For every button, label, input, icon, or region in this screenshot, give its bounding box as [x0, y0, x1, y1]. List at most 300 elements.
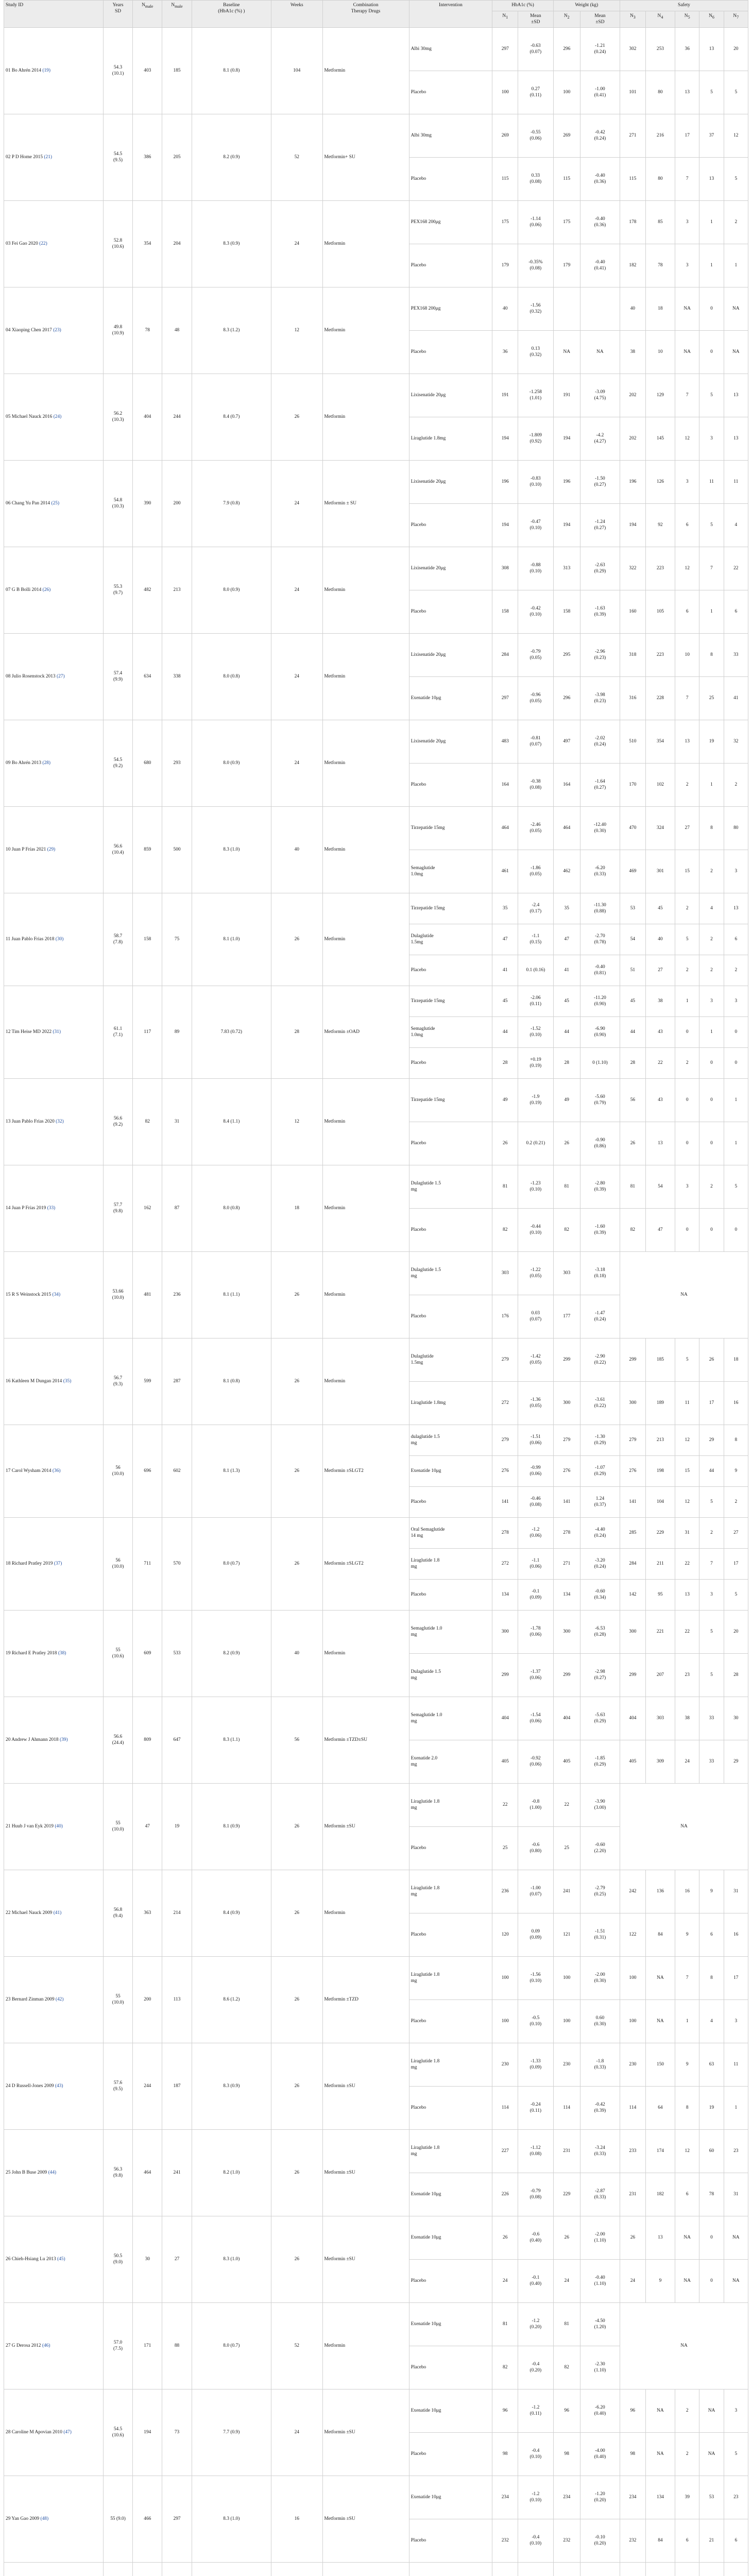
- n2-cell: 100: [553, 71, 580, 114]
- weeks-cell: [271, 2563, 322, 2576]
- n1-cell: 120: [492, 1913, 518, 1957]
- intervention-cell: Exenatide 2.0 mg: [409, 1740, 492, 1784]
- n-male-cell: 82: [133, 1079, 162, 1165]
- n1-cell: 236: [492, 1870, 518, 1913]
- hba1c-mean-cell: -0.81 (0.07): [518, 720, 553, 764]
- intervention-cell: Semaglutide 1.0 mg: [409, 1611, 492, 1654]
- intervention-cell: Placebo: [409, 955, 492, 986]
- combo-cell: Metformin: [322, 1165, 409, 1252]
- n1-cell: 300: [492, 1611, 518, 1654]
- safety-na-cell: NA: [620, 1784, 748, 1870]
- hba1c-mean-cell: -1.52 (0.10): [518, 1017, 553, 1048]
- weight-mean-cell: -5.60 (0.79): [580, 1079, 620, 1122]
- safety-n6-cell: 2: [699, 955, 724, 986]
- n1-cell: 194: [492, 504, 518, 547]
- n2-cell: 26: [553, 1122, 580, 1165]
- study-name: 10 Juan P Frías 2021: [6, 846, 47, 852]
- safety-n3-cell: 405: [620, 1740, 646, 1784]
- intervention-cell: Tirzepatide 15mg: [409, 807, 492, 850]
- weeks-cell: 24: [271, 547, 322, 634]
- n2-cell: 114: [553, 2087, 580, 2130]
- n-female-cell: 293: [162, 720, 192, 807]
- weight-mean-cell: -1.47 (0.24): [580, 1295, 620, 1338]
- safety-n5-cell: 12: [675, 1487, 699, 1518]
- study-id-cell: [4, 1338, 104, 1425]
- baseline-cell: 8.3 (1.0): [192, 2216, 271, 2303]
- safety-n5-cell: 7: [675, 374, 699, 417]
- weeks-cell: 12: [271, 1079, 322, 1165]
- years-cell: 54.3 (10.1): [103, 28, 132, 114]
- n1-cell: 115: [492, 158, 518, 201]
- baseline-cell: 8.3 (0.9): [192, 201, 271, 287]
- safety-n6-cell: 37: [699, 114, 724, 158]
- baseline-cell: 8.3 (1.0): [192, 2476, 271, 2563]
- table-body: [4, 28, 748, 2576]
- table-row: [4, 461, 748, 504]
- weight-mean-cell: -2.80 (0.39): [580, 1165, 620, 1209]
- hba1c-mean-cell: -0.63 (0.07): [518, 28, 553, 71]
- intervention-cell: Placebo: [409, 1913, 492, 1957]
- weight-mean-cell: [580, 2563, 620, 2576]
- safety-n4-cell: 211: [645, 1549, 675, 1580]
- table-row: [4, 547, 748, 590]
- weight-mean-cell: -1.07 (0.29): [580, 1456, 620, 1487]
- n1-cell: 141: [492, 1487, 518, 1518]
- n2-cell: 26: [553, 2216, 580, 2260]
- safety-na-cell: NA: [620, 2303, 748, 2389]
- safety-n4-cell: 80: [645, 158, 675, 201]
- hba1c-mean-cell: -2.06 (0.11): [518, 986, 553, 1017]
- citation-link[interactable]: (45): [57, 2256, 65, 2262]
- baseline-cell: 8.3 (1.0): [192, 807, 271, 893]
- header-row-1: [4, 1, 748, 11]
- study-id-cell: [4, 1957, 104, 2043]
- weeks-cell: 40: [271, 1611, 322, 1697]
- weight-mean-cell: -0.10 (0.20): [580, 2519, 620, 2563]
- citation-link[interactable]: (44): [48, 2170, 57, 2175]
- safety-n3-cell: 98: [620, 2433, 646, 2476]
- n2-cell: 234: [553, 2476, 580, 2519]
- weeks-cell: 26: [271, 2216, 322, 2303]
- n2-cell: 313: [553, 547, 580, 590]
- n1-cell: 234: [492, 2476, 518, 2519]
- weight-mean-cell: -3.18 (0.18): [580, 1252, 620, 1295]
- safety-n5-cell: 39: [675, 2476, 699, 2519]
- safety-n7-cell: 12: [724, 114, 748, 158]
- safety-n7-cell: 31: [724, 1870, 748, 1913]
- weight-mean-cell: -1.51 (0.31): [580, 1913, 620, 1957]
- citation-link[interactable]: (19): [42, 67, 50, 73]
- citation-link[interactable]: (41): [53, 1910, 62, 1916]
- citation-link[interactable]: (28): [42, 760, 50, 766]
- citation-link[interactable]: (37): [54, 1561, 62, 1566]
- safety-n7-cell: 3: [724, 2000, 748, 2043]
- table-row: [4, 114, 748, 158]
- safety-n7-cell: 32: [724, 720, 748, 764]
- n-male-cell: 696: [133, 1425, 162, 1518]
- n-male-cell: 609: [133, 1611, 162, 1697]
- weeks-cell: 26: [271, 1784, 322, 1870]
- safety-n6-cell: 3: [699, 1580, 724, 1611]
- safety-n5-cell: 0: [675, 1017, 699, 1048]
- safety-n5-cell: 12: [675, 2130, 699, 2173]
- study-id-cell: [4, 1252, 104, 1338]
- n-female-cell: 241: [162, 2130, 192, 2216]
- weeks-header: Weeks: [271, 1, 322, 28]
- safety-n5-cell: 2: [675, 2433, 699, 2476]
- n1-cell: 49: [492, 1079, 518, 1122]
- n2-cell: 191: [553, 374, 580, 417]
- safety-n6-cell: 3: [699, 417, 724, 461]
- intervention-cell: Dulaglutide 1.5 mg: [409, 1654, 492, 1697]
- citation-link[interactable]: (38): [58, 1650, 66, 1656]
- intervention-cell: Lixisenatide 20μg: [409, 720, 492, 764]
- safety-n6-cell: 2: [699, 1518, 724, 1549]
- combo-cell: Metformin: [322, 28, 409, 114]
- hba1c-mean-cell: -2.46 (0.05): [518, 807, 553, 850]
- safety-n7-cell: 23: [724, 2476, 748, 2519]
- intervention-cell: Exenatide 10μg: [409, 2173, 492, 2216]
- study-id-cell: [4, 1165, 104, 1252]
- safety-n3-cell: 81: [620, 1165, 646, 1209]
- n2-cell: 81: [553, 2303, 580, 2346]
- safety-n7-cell: 13: [724, 893, 748, 924]
- safety-n5-cell: 6: [675, 2519, 699, 2563]
- safety-n6-cell: 25: [699, 677, 724, 720]
- baseline-cell: 7.7 (0.9): [192, 2389, 271, 2476]
- citation-link[interactable]: (22): [39, 241, 47, 246]
- years-cell: 56 (10.0): [103, 1518, 132, 1611]
- n2-cell: 300: [553, 1382, 580, 1425]
- n1-cell: 191: [492, 374, 518, 417]
- safety-na-cell: NA: [620, 1252, 748, 1338]
- intervention-cell: PEX168 200μg: [409, 287, 492, 331]
- citation-link[interactable]: (36): [52, 1468, 61, 1473]
- safety-n7-cell: 16: [724, 1382, 748, 1425]
- intervention-cell: Placebo: [409, 1580, 492, 1611]
- study-name: 26 Chieh-Hsiang Lu 2013: [6, 2256, 57, 2262]
- n-male-cell: 363: [133, 1870, 162, 1957]
- n2-cell: 141: [553, 1487, 580, 1518]
- safety-n7-cell: 0: [724, 1209, 748, 1252]
- safety-n4-cell: 134: [645, 2476, 675, 2519]
- table-row: [4, 201, 748, 244]
- intervention-cell: PEX168 200μg: [409, 201, 492, 244]
- combo-cell: Metformin ±SU: [322, 2130, 409, 2216]
- study-table: [4, 0, 748, 2576]
- safety-n4-cell: 126: [645, 461, 675, 504]
- weight-mean-cell: -0.40 (0.36): [580, 201, 620, 244]
- safety-n6-cell: NA: [699, 2389, 724, 2433]
- table-row: [4, 634, 748, 677]
- weight-mean-cell: -0.40 (0.41): [580, 244, 620, 287]
- safety-n7-cell: 8: [724, 1425, 748, 1456]
- weight-mean-cell: -2.30 (1.10): [580, 2346, 620, 2389]
- citation-link[interactable]: (42): [55, 1996, 64, 2002]
- study-id-cell: [4, 1870, 104, 1957]
- safety-n4-cell: 182: [645, 2173, 675, 2216]
- safety-n7-cell: 3: [724, 986, 748, 1017]
- safety-n7-cell: NA: [724, 2260, 748, 2303]
- safety-n4-cell: 43: [645, 1079, 675, 1122]
- intervention-cell: Liraglutide 1.8 mg: [409, 1784, 492, 1827]
- citation-link[interactable]: (46): [42, 2343, 50, 2348]
- weight-mean-cell: -1.30 (0.29): [580, 1425, 620, 1456]
- n-female-cell: 31: [162, 1079, 192, 1165]
- hba1c-mean-cell: -1.78 (0.06): [518, 1611, 553, 1654]
- weeks-cell: 56: [271, 1697, 322, 1784]
- study-id-cell: [4, 201, 104, 287]
- n-male-cell: 117: [133, 986, 162, 1079]
- safety-n7-cell: 5: [724, 158, 748, 201]
- safety-n5-cell: 2: [675, 2389, 699, 2433]
- safety-n3-cell: 24: [620, 2260, 646, 2303]
- hba1c-mean-cell: +0.19 (0.19): [518, 1048, 553, 1079]
- study-id-cell: [4, 461, 104, 547]
- safety-n7-cell: 5: [724, 1165, 748, 1209]
- safety-n4-cell: 64: [645, 2087, 675, 2130]
- safety-n5-cell: 3: [675, 244, 699, 287]
- weeks-cell: 28: [271, 986, 322, 1079]
- safety-n3-cell: [620, 2563, 646, 2576]
- safety-n7-cell: 3: [724, 2389, 748, 2433]
- safety-n6-cell: 53: [699, 2476, 724, 2519]
- safety-n7-cell: 9: [724, 1456, 748, 1487]
- hba1c-mean-cell: -1.1 (0.15): [518, 924, 553, 955]
- study-id-cell: [4, 893, 104, 986]
- study-id-cell: [4, 28, 104, 114]
- citation-link[interactable]: (24): [53, 414, 62, 419]
- years-cell: 54.5 (9.2): [103, 720, 132, 807]
- safety-n7-cell: 1: [724, 2087, 748, 2130]
- citation-link[interactable]: (48): [40, 2516, 49, 2521]
- study-name: 21 Huub J van Eyk 2019: [6, 1823, 55, 1829]
- weight-mean-cell: -3.90 (3.00): [580, 1784, 620, 1827]
- table-row: [4, 1611, 748, 1654]
- citation-link[interactable]: (27): [56, 673, 65, 679]
- intervention-cell: Exenatide 10μg: [409, 677, 492, 720]
- n2-cell: 81: [553, 1165, 580, 1209]
- citation-link[interactable]: (43): [55, 2083, 63, 2089]
- baseline-cell: 8.1 (0.8): [192, 28, 271, 114]
- safety-n3-cell: 44: [620, 1017, 646, 1048]
- table-row: [4, 2563, 748, 2576]
- safety-n6-cell: 60: [699, 2130, 724, 2173]
- hba1c-mean-cell: -1.00 (0.07): [518, 1870, 553, 1913]
- n-male-cell: 171: [133, 2303, 162, 2389]
- safety-n5-cell: 1: [675, 2000, 699, 2043]
- n2-cell: 194: [553, 504, 580, 547]
- safety-n5-cell: NA: [675, 2260, 699, 2303]
- safety-n4-cell: 47: [645, 1209, 675, 1252]
- n2-cell: 229: [553, 2173, 580, 2216]
- hba1c-mean-cell: 0.03 (0.07): [518, 1295, 553, 1338]
- n-male-cell: 859: [133, 807, 162, 893]
- n-male-cell: 809: [133, 1697, 162, 1784]
- intervention-cell: dulaglutide 1.5 mg: [409, 1425, 492, 1456]
- n1-cell: 405: [492, 1740, 518, 1784]
- intervention-cell: Oral Semaglutide 14 mg: [409, 1518, 492, 1549]
- n1-cell: 284: [492, 634, 518, 677]
- safety-n5-cell: 38: [675, 1697, 699, 1740]
- hba1c-mean-cell: -0.1 (0.40): [518, 2260, 553, 2303]
- table-row: [4, 374, 748, 417]
- citation-link[interactable]: (47): [63, 2429, 72, 2435]
- study-name: 02 P D Home 2015: [6, 154, 44, 160]
- n1-cell: 299: [492, 1654, 518, 1697]
- n-male-cell: 200: [133, 1957, 162, 2043]
- n1-cell: 36: [492, 331, 518, 374]
- intervention-cell: Semaglutide 1.0mg: [409, 1017, 492, 1048]
- hba1c-mean-cell: -0.92 (0.06): [518, 1740, 553, 1784]
- n-male-cell: 194: [133, 2389, 162, 2476]
- n-male-cell: 482: [133, 547, 162, 634]
- n2-cell: 296: [553, 28, 580, 71]
- citation-link[interactable]: (39): [59, 1737, 68, 1742]
- safety-n5-cell: 3: [675, 461, 699, 504]
- safety-n5-cell: 23: [675, 1654, 699, 1697]
- safety-n5-cell: 6: [675, 590, 699, 634]
- table-row: [4, 28, 748, 71]
- safety-n7-cell: 23: [724, 2130, 748, 2173]
- study-id-cell: [4, 2389, 104, 2476]
- safety-n6-cell: NA: [699, 2433, 724, 2476]
- intervention-cell: Placebo: [409, 2519, 492, 2563]
- n1-cell: 81: [492, 1165, 518, 1209]
- safety-n4-cell: 150: [645, 2043, 675, 2087]
- safety-n3-cell: 182: [620, 244, 646, 287]
- safety-n4-cell: 229: [645, 1518, 675, 1549]
- baseline-cell: 8.4 (1.1): [192, 1079, 271, 1165]
- years-cell: 56 (10.0): [103, 1425, 132, 1518]
- safety-group-header: Safety: [620, 1, 748, 11]
- safety-n5-cell: NA: [675, 331, 699, 374]
- weight-mean-cell: -0.90 (0.86): [580, 1122, 620, 1165]
- weight-mean-cell: -2.00 (1.10): [580, 2216, 620, 2260]
- n-male-cell: 162: [133, 1165, 162, 1252]
- study-name: 25 John B Buse 2009: [6, 2170, 48, 2175]
- n1-cell: 483: [492, 720, 518, 764]
- citation-link[interactable]: (32): [56, 1118, 64, 1124]
- table-row: [4, 1518, 748, 1549]
- combo-header: Combination Therapy Drugs: [322, 1, 409, 28]
- hba1c-mean-cell: -0.44 (0.10): [518, 1209, 553, 1252]
- safety-n7-cell: 5: [724, 2433, 748, 2476]
- years-cell: 56.7 (9.3): [103, 1338, 132, 1425]
- years-cell: 54.5 (10.6): [103, 2389, 132, 2476]
- safety-n3-cell: 510: [620, 720, 646, 764]
- combo-cell: Metformin: [322, 1079, 409, 1165]
- table-row: [4, 1957, 748, 2000]
- safety-n6-cell: 0: [699, 1048, 724, 1079]
- n-female-cell: 602: [162, 1425, 192, 1518]
- n-male-cell: 30: [133, 2216, 162, 2303]
- n2-cell: 279: [553, 1425, 580, 1456]
- hba1c-mean-cell: -1.2 (0.11): [518, 2389, 553, 2433]
- safety-n5-cell: [675, 2563, 699, 2576]
- combo-cell: Metformin: [322, 807, 409, 893]
- years-cell: 52.8 (10.6): [103, 201, 132, 287]
- safety-n4-cell: NA: [645, 1957, 675, 2000]
- hba1c-mean-cell: -0.88 (0.10): [518, 547, 553, 590]
- weight-mean-cell: -1.63 (0.39): [580, 590, 620, 634]
- safety-n6-cell: 19: [699, 2087, 724, 2130]
- weight-mean-cell: -4.00 (0.40): [580, 2433, 620, 2476]
- safety-n3-cell: 284: [620, 1549, 646, 1580]
- hba1c-mean-cell: -0.6 (0.80): [518, 1827, 553, 1870]
- study-name: 01 Bo Ahrén 2014: [6, 67, 43, 73]
- citation-link[interactable]: (21): [44, 154, 53, 160]
- safety-n3-cell: 40: [620, 287, 646, 331]
- citation-link[interactable]: (30): [55, 936, 64, 942]
- safety-n3-cell: 100: [620, 2000, 646, 2043]
- study-name: 13 Juan Pablo Frias 2020: [6, 1118, 56, 1124]
- citation-link[interactable]: (29): [47, 846, 56, 852]
- n1-cell: 134: [492, 1580, 518, 1611]
- safety-n7-cell: 13: [724, 374, 748, 417]
- citation-link[interactable]: (26): [42, 587, 51, 592]
- citation-link[interactable]: (34): [52, 1292, 61, 1297]
- citation-link[interactable]: (33): [47, 1205, 56, 1211]
- intervention-cell: Placebo: [409, 2087, 492, 2130]
- citation-link[interactable]: (25): [51, 500, 60, 506]
- combo-cell: Metformin ±TZD: [322, 1957, 409, 2043]
- weight-group-header: Weight (kg): [553, 1, 620, 11]
- study-name: 27 G Derosa 2012: [6, 2343, 42, 2348]
- baseline-cell: 8.1 (1.0): [192, 893, 271, 986]
- safety-n5-cell: 13: [675, 71, 699, 114]
- n2-cell: 296: [553, 677, 580, 720]
- safety-n4-cell: 185: [645, 1338, 675, 1382]
- safety-n6-cell: 11: [699, 461, 724, 504]
- citation-link[interactable]: (23): [53, 327, 61, 333]
- safety-n5-cell: 11: [675, 1382, 699, 1425]
- baseline-cell: 8.0 (0.9): [192, 547, 271, 634]
- safety-n6-cell: 78: [699, 2173, 724, 2216]
- baseline-cell: 8.0 (0.7): [192, 2303, 271, 2389]
- n1-cell: 114: [492, 2087, 518, 2130]
- intervention-cell: Albi 30mg: [409, 28, 492, 71]
- citation-link[interactable]: (35): [63, 1378, 72, 1384]
- safety-n7-cell: 13: [724, 417, 748, 461]
- study-id-cell: [4, 114, 104, 201]
- safety-n3-cell: 202: [620, 374, 646, 417]
- safety-n3-cell: 142: [620, 1580, 646, 1611]
- safety-n7-cell: 16: [724, 1913, 748, 1957]
- citation-link[interactable]: (40): [55, 1823, 63, 1829]
- study-name: 22 Michael Nauck 2009: [6, 1910, 54, 1916]
- n1-cell: 269: [492, 114, 518, 158]
- weeks-cell: 24: [271, 634, 322, 720]
- citation-link[interactable]: (31): [53, 1029, 61, 1035]
- n1-cell: 24: [492, 2260, 518, 2303]
- weeks-cell: 26: [271, 374, 322, 461]
- weeks-cell: 24: [271, 720, 322, 807]
- n1-cell: 22: [492, 1784, 518, 1827]
- n-female-cell: 297: [162, 2476, 192, 2563]
- hba1c-mean-cell: -0.4 (0.10): [518, 2433, 553, 2476]
- n2-cell: 41: [553, 955, 580, 986]
- safety-n5-cell: 10: [675, 634, 699, 677]
- years-cell: 55 (10.0): [103, 1784, 132, 1870]
- safety-n4-cell: 198: [645, 1456, 675, 1487]
- weeks-cell: 26: [271, 1957, 322, 2043]
- n6-header: $N_6$: [699, 11, 724, 28]
- intervention-header: Intervention: [409, 1, 492, 28]
- weight-mean-cell: -3.24 (0.33): [580, 2130, 620, 2173]
- n1-cell: 461: [492, 850, 518, 893]
- safety-n5-cell: 7: [675, 158, 699, 201]
